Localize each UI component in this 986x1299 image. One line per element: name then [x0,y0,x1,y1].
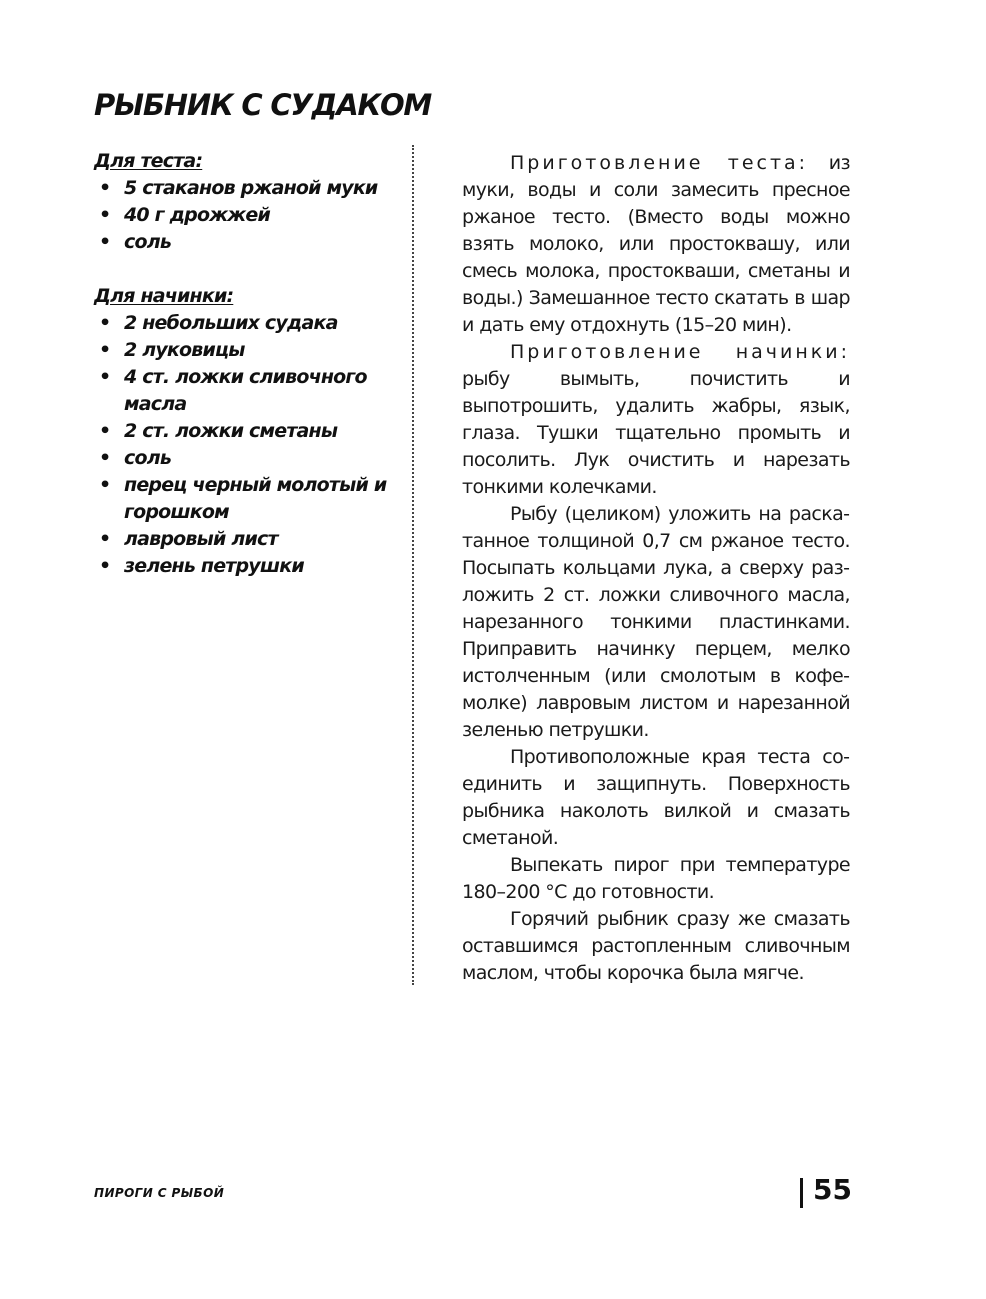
filling-ingredients-list [94,310,394,580]
bullet-icon: • [99,474,111,496]
dough-ingredients-list [94,175,394,256]
method-paragraph: Противоположные края теста соединить и защипнуть. Поверхность рыбника наколоть вилкой и смазать сметаной. [462,746,850,849]
list-item: • перец черный молотый и горошком [99,474,387,523]
bullet-icon: • [99,177,111,199]
filling-step-text: рыбу вымыть, почистить и выпотрошить, удалить жабры, язык, глаза. Тушки тщательно промыть и посолить. Лук очистить и нарезать тонкими колечками. [462,368,850,498]
method-paragraph: Выпекать пирог при температуре 180–200 °С до готовности. [462,854,850,903]
bullet-icon: • [99,366,111,388]
dough-step-lead: Приготовление теста: [510,152,809,174]
method-column [462,150,850,987]
list-item: • 2 небольших судака [94,310,394,337]
list-item: • 2 луковицы [94,337,394,364]
method-paragraph: Горячий рыбник сразу же смазать оставшимся растопленным сливочным маслом, чтобы корочка была мягче. [462,908,850,984]
list-item: • соль [94,229,394,256]
page-number-bar [800,1178,803,1208]
list-item: • 4 ст. ложки сливочного масла [99,366,367,415]
method-paragraph [462,150,850,339]
bullet-icon: • [99,231,111,253]
column-divider [412,145,414,985]
dough-heading: Для теста: [94,150,203,172]
list-item: • соль [94,445,394,472]
page-number: 55 [813,1173,852,1206]
bullet-icon: • [99,204,111,226]
bullet-icon: • [99,420,111,442]
bullet-icon: • [99,555,111,577]
filling-step-lead: Приготовление начинки: [510,341,850,363]
bullet-icon: • [99,528,111,550]
dough-step-text: из муки, воды и соли замесить пресное ржаное тесто. (Вместо воды можно взять молоко, или простоквашу, или смесь молока, простокваши, сметаны и воды.) Замешанное тесто скатать в шар и дать ему отдохнуть (15–20 мин). [462,152,850,336]
method-paragraph: Рыбу (целиком) уложить на раскатанное толщиной 0,7 см ржаное тесто. Посыпать кольцами лука, а сверху разложить 2 ст. ложки сливочного масла, нарезанного тонкими пластинками. Приправить начинку перцем, мелко истолченным (или смолотым в кофемолке) лавровым листом и нарезанной зеленью петрушки. [462,503,850,741]
list-item: • 2 ст. ложки сметаны [94,418,394,445]
bullet-icon: • [99,447,111,469]
list-item: • 5 стаканов ржаной муки [94,175,394,202]
list-item: • лавровый лист [94,526,394,553]
bullet-icon: • [99,339,111,361]
ingredients-column [94,148,394,580]
method-paragraph [462,339,850,501]
list-item: • 40 г дрожжей [94,202,394,229]
page-title: РЫБНИК С СУДАКОМ [94,88,432,122]
list-item: • зелень петрушки [94,553,394,580]
filling-heading: Для начинки: [94,285,234,307]
running-footer-section: ПИРОГИ С РЫБОЙ [94,1186,225,1200]
bullet-icon: • [99,312,111,334]
